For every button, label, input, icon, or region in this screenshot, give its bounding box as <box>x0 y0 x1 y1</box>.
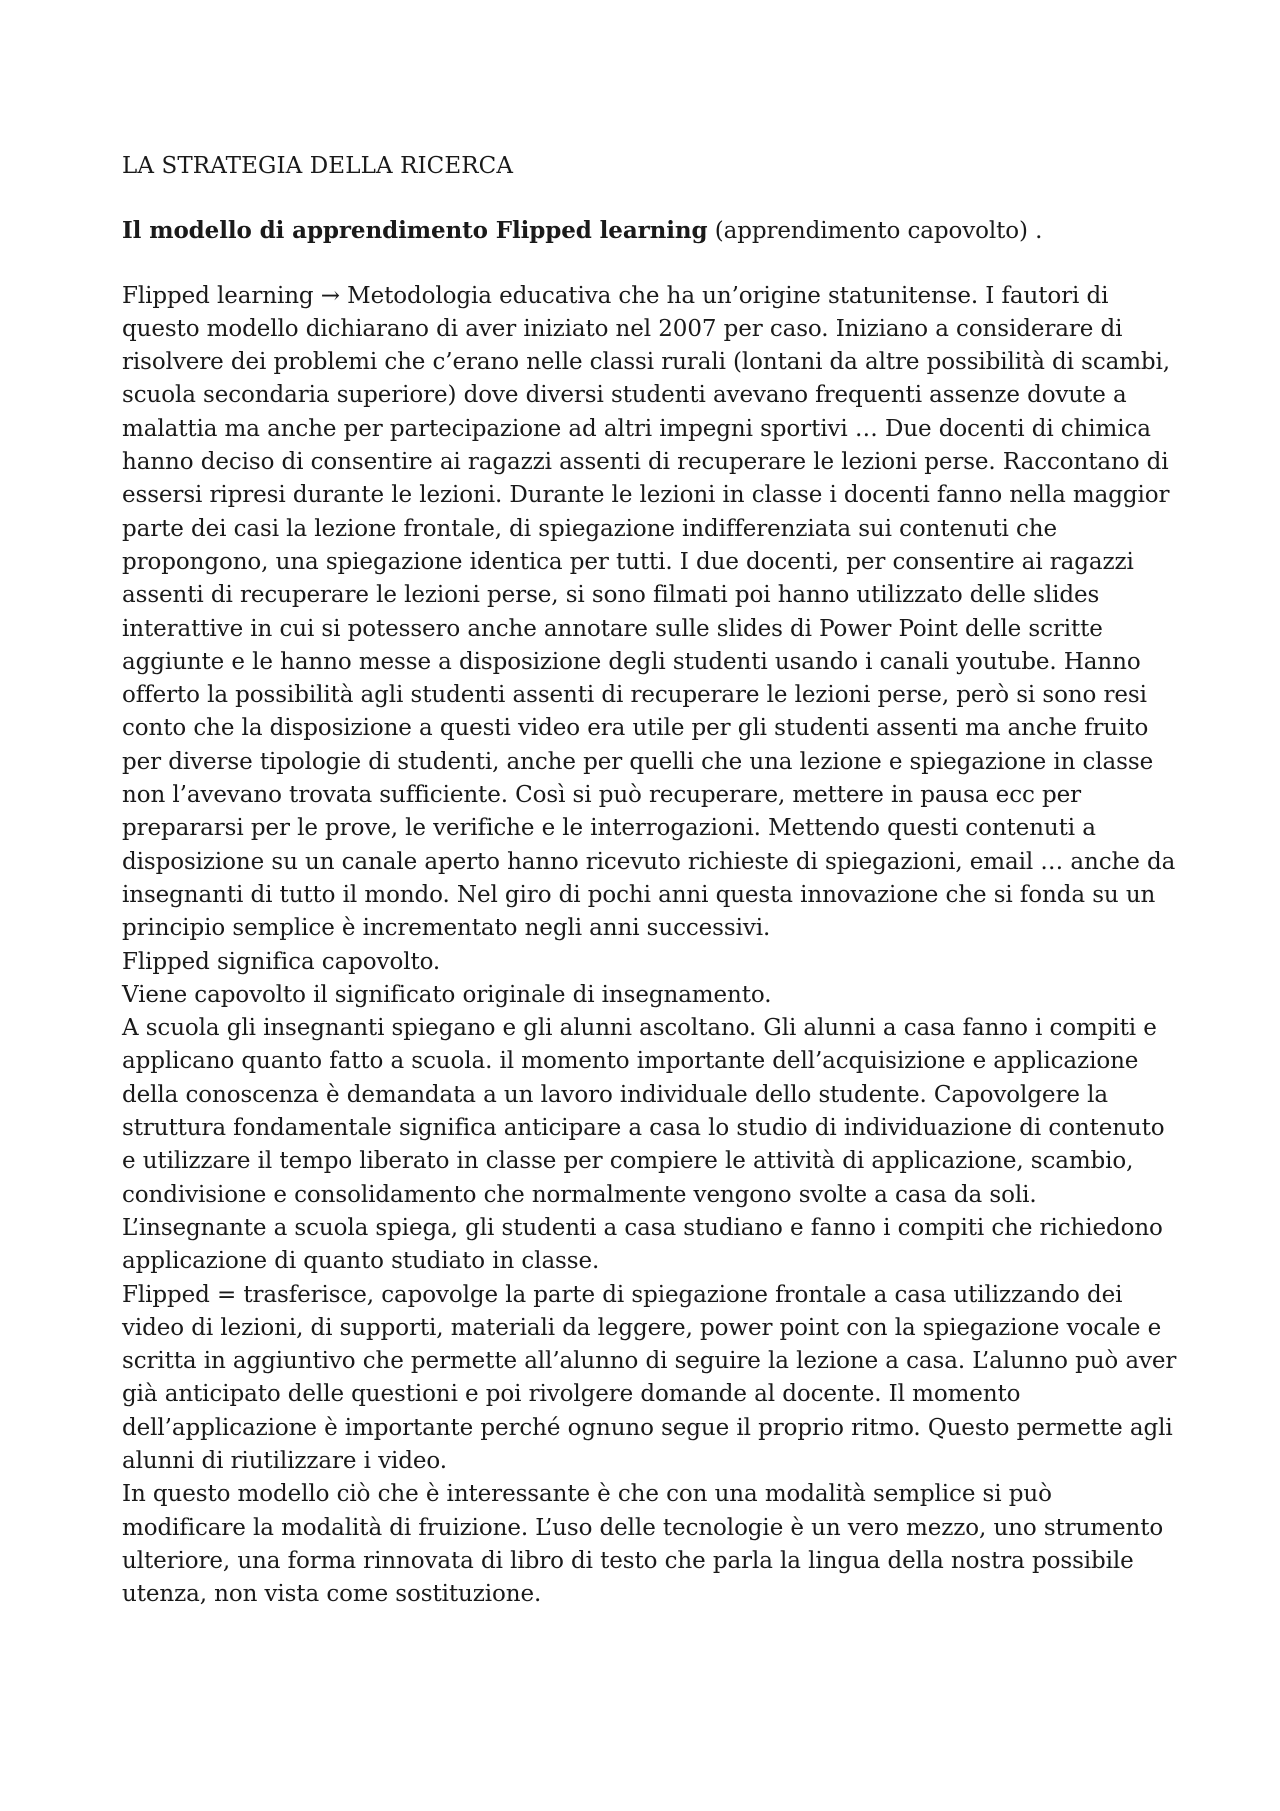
paragraph-teacher-role: L’insegnante a scuola spiega, gli studenti a casa studiano e fanno i compiti che richiedono applicazione di quanto studiato in classe. <box>122 1214 1163 1275</box>
document-subtitle <box>122 214 1182 248</box>
document-page <box>122 150 1182 1611</box>
paragraph-definition: Flipped significa capovolto. <box>122 948 441 975</box>
paragraph-traditional-model: A scuola gli insegnanti spiegano e gli alunni ascoltano. Gli alunni a casa fanno i compiti e applicano quanto fatto a scuola. il momento importante dell’acquisizione e applicazione della conoscenza è demandata a un lavoro individuale dello studente. Capovolgere la struttura fondamentale significa anticipare a casa lo studio di individuazione di contenuto e utilizzare il tempo liberato in classe per compiere le attività di applicazione, scambio, condivisione e consolidamento che normalmente vengono svolte a casa da soli. <box>122 1015 1165 1208</box>
subtitle-bold: Il modello di apprendimento Flipped learning <box>122 217 708 245</box>
paragraph-technology: In questo modello ciò che è interessante è che con una modalità semplice si può modificare la modalità di fruizione. L’uso delle tecnologie è un vero mezzo, uno strumento ulteriore, una forma rinnovata di libro di testo che parla la lingua della nostra possibile utenza, non vista come sostituzione. <box>122 1481 1164 1608</box>
document-title: LA STRATEGIA DELLA RICERCA <box>122 153 514 179</box>
document-body <box>122 280 1182 1612</box>
subtitle-rest: (apprendimento capovolto) . <box>707 218 1043 245</box>
paragraph-origin: Flipped learning → Metodologia educativa che ha un’origine statunitense. I fautori di questo modello dichiarano di aver iniziato nel 2007 per caso. Iniziano a considerare di risolvere dei problemi che c’erano nelle classi rurali (lontani da altre possibilità di scambi, scuola secondaria superiore) dove diversi studenti avevano frequenti assenze dovute a malattia ma anche per partecipazione ad altri impegni sportivi … Due docenti di chimica hanno deciso di consentire ai ragazzi assenti di recuperare le lezioni perse. Raccontano di essersi ripresi durante le lezioni. Durante le lezioni in classe i docenti fanno nella maggior parte dei casi la lezione frontale, di spiegazione indifferenziata sui contenuti che propongono, una spiegazione identica per tutti. I due docenti, per consentire ai ragazzi assenti di recuperare le lezioni perse, si sono filmati poi hanno utilizzato delle slides interattive in cui si potessero anche annotare sulle slides di Power Point delle scritte aggiunte e le hanno messe a disposizione degli studenti usando i canali youtube. Hanno offerto la possibilità agli studenti assenti di recuperare le lezioni perse, però si sono resi conto che la disposizione a questi video era utile per gli studenti assenti ma anche fruito per diverse tipologie di studenti, anche per quelli che una lezione e spiegazione in classe non l’avevano trovata sufficiente. Così si può recuperare, mettere in pausa ecc per prepararsi per le prove, le verifiche e le interrogazioni. Mettendo questi contenuti a disposizione su un canale aperto hanno ricevuto richieste di spiegazioni, email … anche da insegnanti di tutto il mondo. Nel giro di pochi anni questa innovazione che si fonda su un principio semplice è incrementato negli anni successivi. <box>122 282 1176 942</box>
paragraph-flipped-transfer: Flipped = trasferisce, capovolge la parte di spiegazione frontale a casa utilizzando dei video di lezioni, di supporti, materiali da leggere, power point con la spiegazione vocale e scritta in aggiuntivo che permette all’alunno di seguire la lezione a casa. L’alunno può aver già anticipato delle questioni e poi rivolgere domande al docente. Il momento dell’applicazione è importante perché ognuno segue il proprio ritmo. Questo permette agli alunni di riutilizzare i video. <box>122 1281 1177 1474</box>
paragraph-meaning: Viene capovolto il significato originale di insegnamento. <box>122 981 772 1008</box>
